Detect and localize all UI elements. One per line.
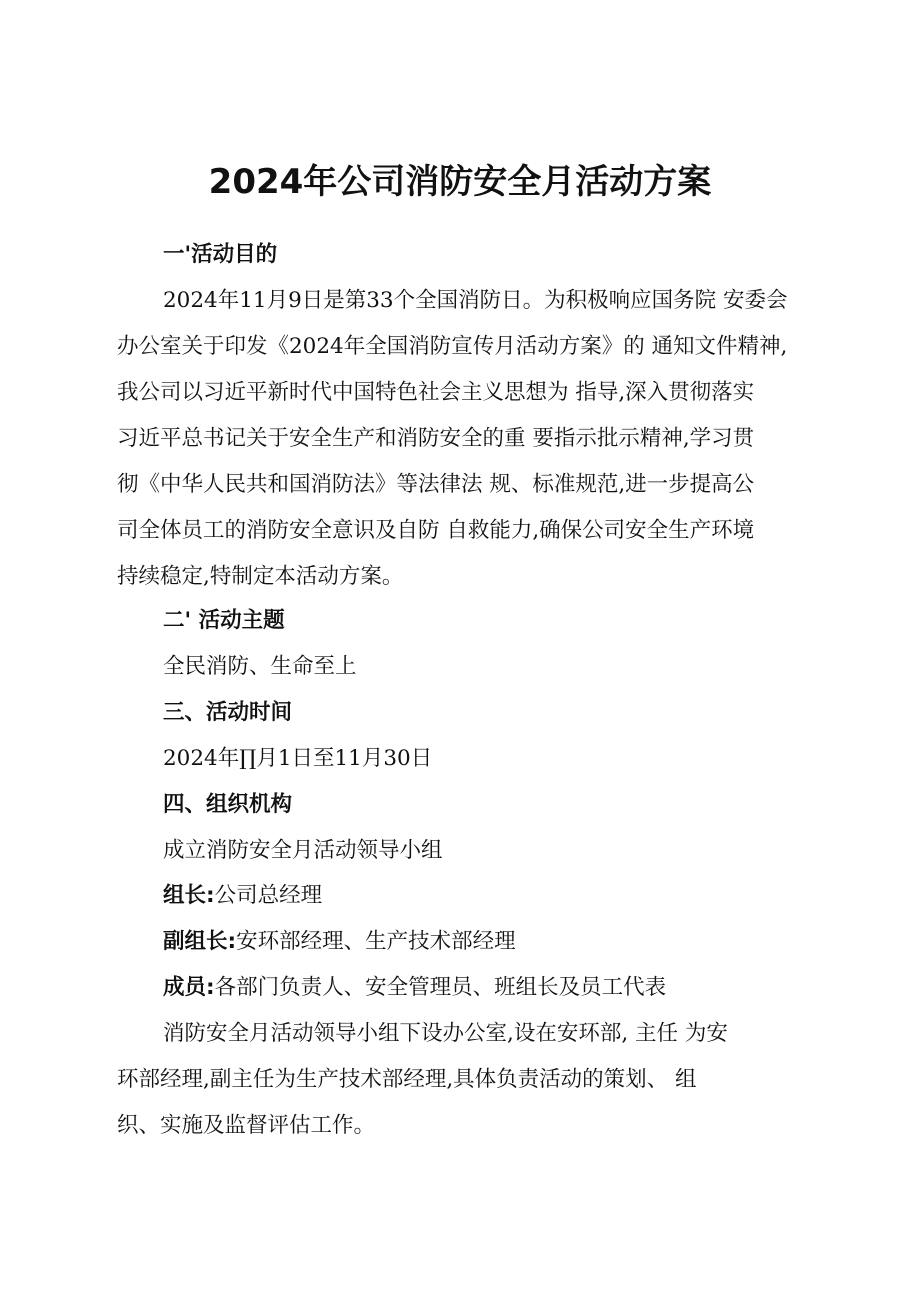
paragraph-line: 习近平总书记关于安全生产和消防安全的重 要指示批示精神,学习贯 — [117, 426, 755, 451]
section-heading-theme: 二' 活动主题 — [163, 608, 285, 633]
section-heading-purpose: 一'活动目的 — [163, 242, 278, 267]
theme-text: 全民消防、生命至上 — [163, 654, 357, 679]
paragraph-line: 司全体员工的消防安全意识及自防 自救能力,确保公司安全生产环境 — [117, 518, 755, 543]
deputy-row — [163, 927, 863, 957]
paragraph-line: 我公司以习近平新时代中国特色社会主义思想为 指导,深入贯彻落实 — [117, 380, 755, 405]
organization-intro: 成立消防安全月活动领导小组 — [163, 838, 443, 863]
section-heading-organization: 四、组织机构 — [163, 792, 293, 817]
paragraph-line: 持续稳定,特制定本活动方案。 — [117, 564, 404, 589]
members-label: 成员: — [163, 975, 215, 1000]
paragraph-line: 环部经理,副主任为生产技术部经理,具体负责活动的策划、 组 — [117, 1067, 697, 1092]
leader-value: 公司总经理 — [214, 883, 323, 908]
paragraph-line: 织、实施及监督评估工作。 — [117, 1113, 376, 1138]
paragraph-line: 彻《中华人民共和国消防法》等法律法 规、标准规范,进一步提高公 — [117, 472, 755, 497]
paragraph-line: 2024年11月9日是第33个全国消防日。为积极响应国务院 安委会 — [163, 288, 788, 313]
document-title: 2024年公司消防安全月活动方案 — [208, 162, 712, 202]
time-text: 2024年∏月1日至11月30日 — [163, 746, 433, 771]
deputy-label: 副组长: — [163, 929, 237, 954]
paragraph-line: 办公室关于印发《2024年全国消防宣传月活动方案》的 通知文件精神, — [117, 334, 788, 359]
members-row — [163, 973, 863, 1003]
paragraph-line: 消防安全月活动领导小组下设办公室,设在安环部, 主任 为安 — [163, 1021, 728, 1046]
leader-label: 组长: — [163, 883, 215, 908]
leader-row — [163, 881, 863, 911]
deputy-value: 安环部经理、生产技术部经理 — [236, 929, 516, 954]
members-value: 各部门负责人、安全管理员、班组长及员工代表 — [214, 975, 667, 1000]
section-heading-time: 三、活动时间 — [163, 700, 293, 725]
